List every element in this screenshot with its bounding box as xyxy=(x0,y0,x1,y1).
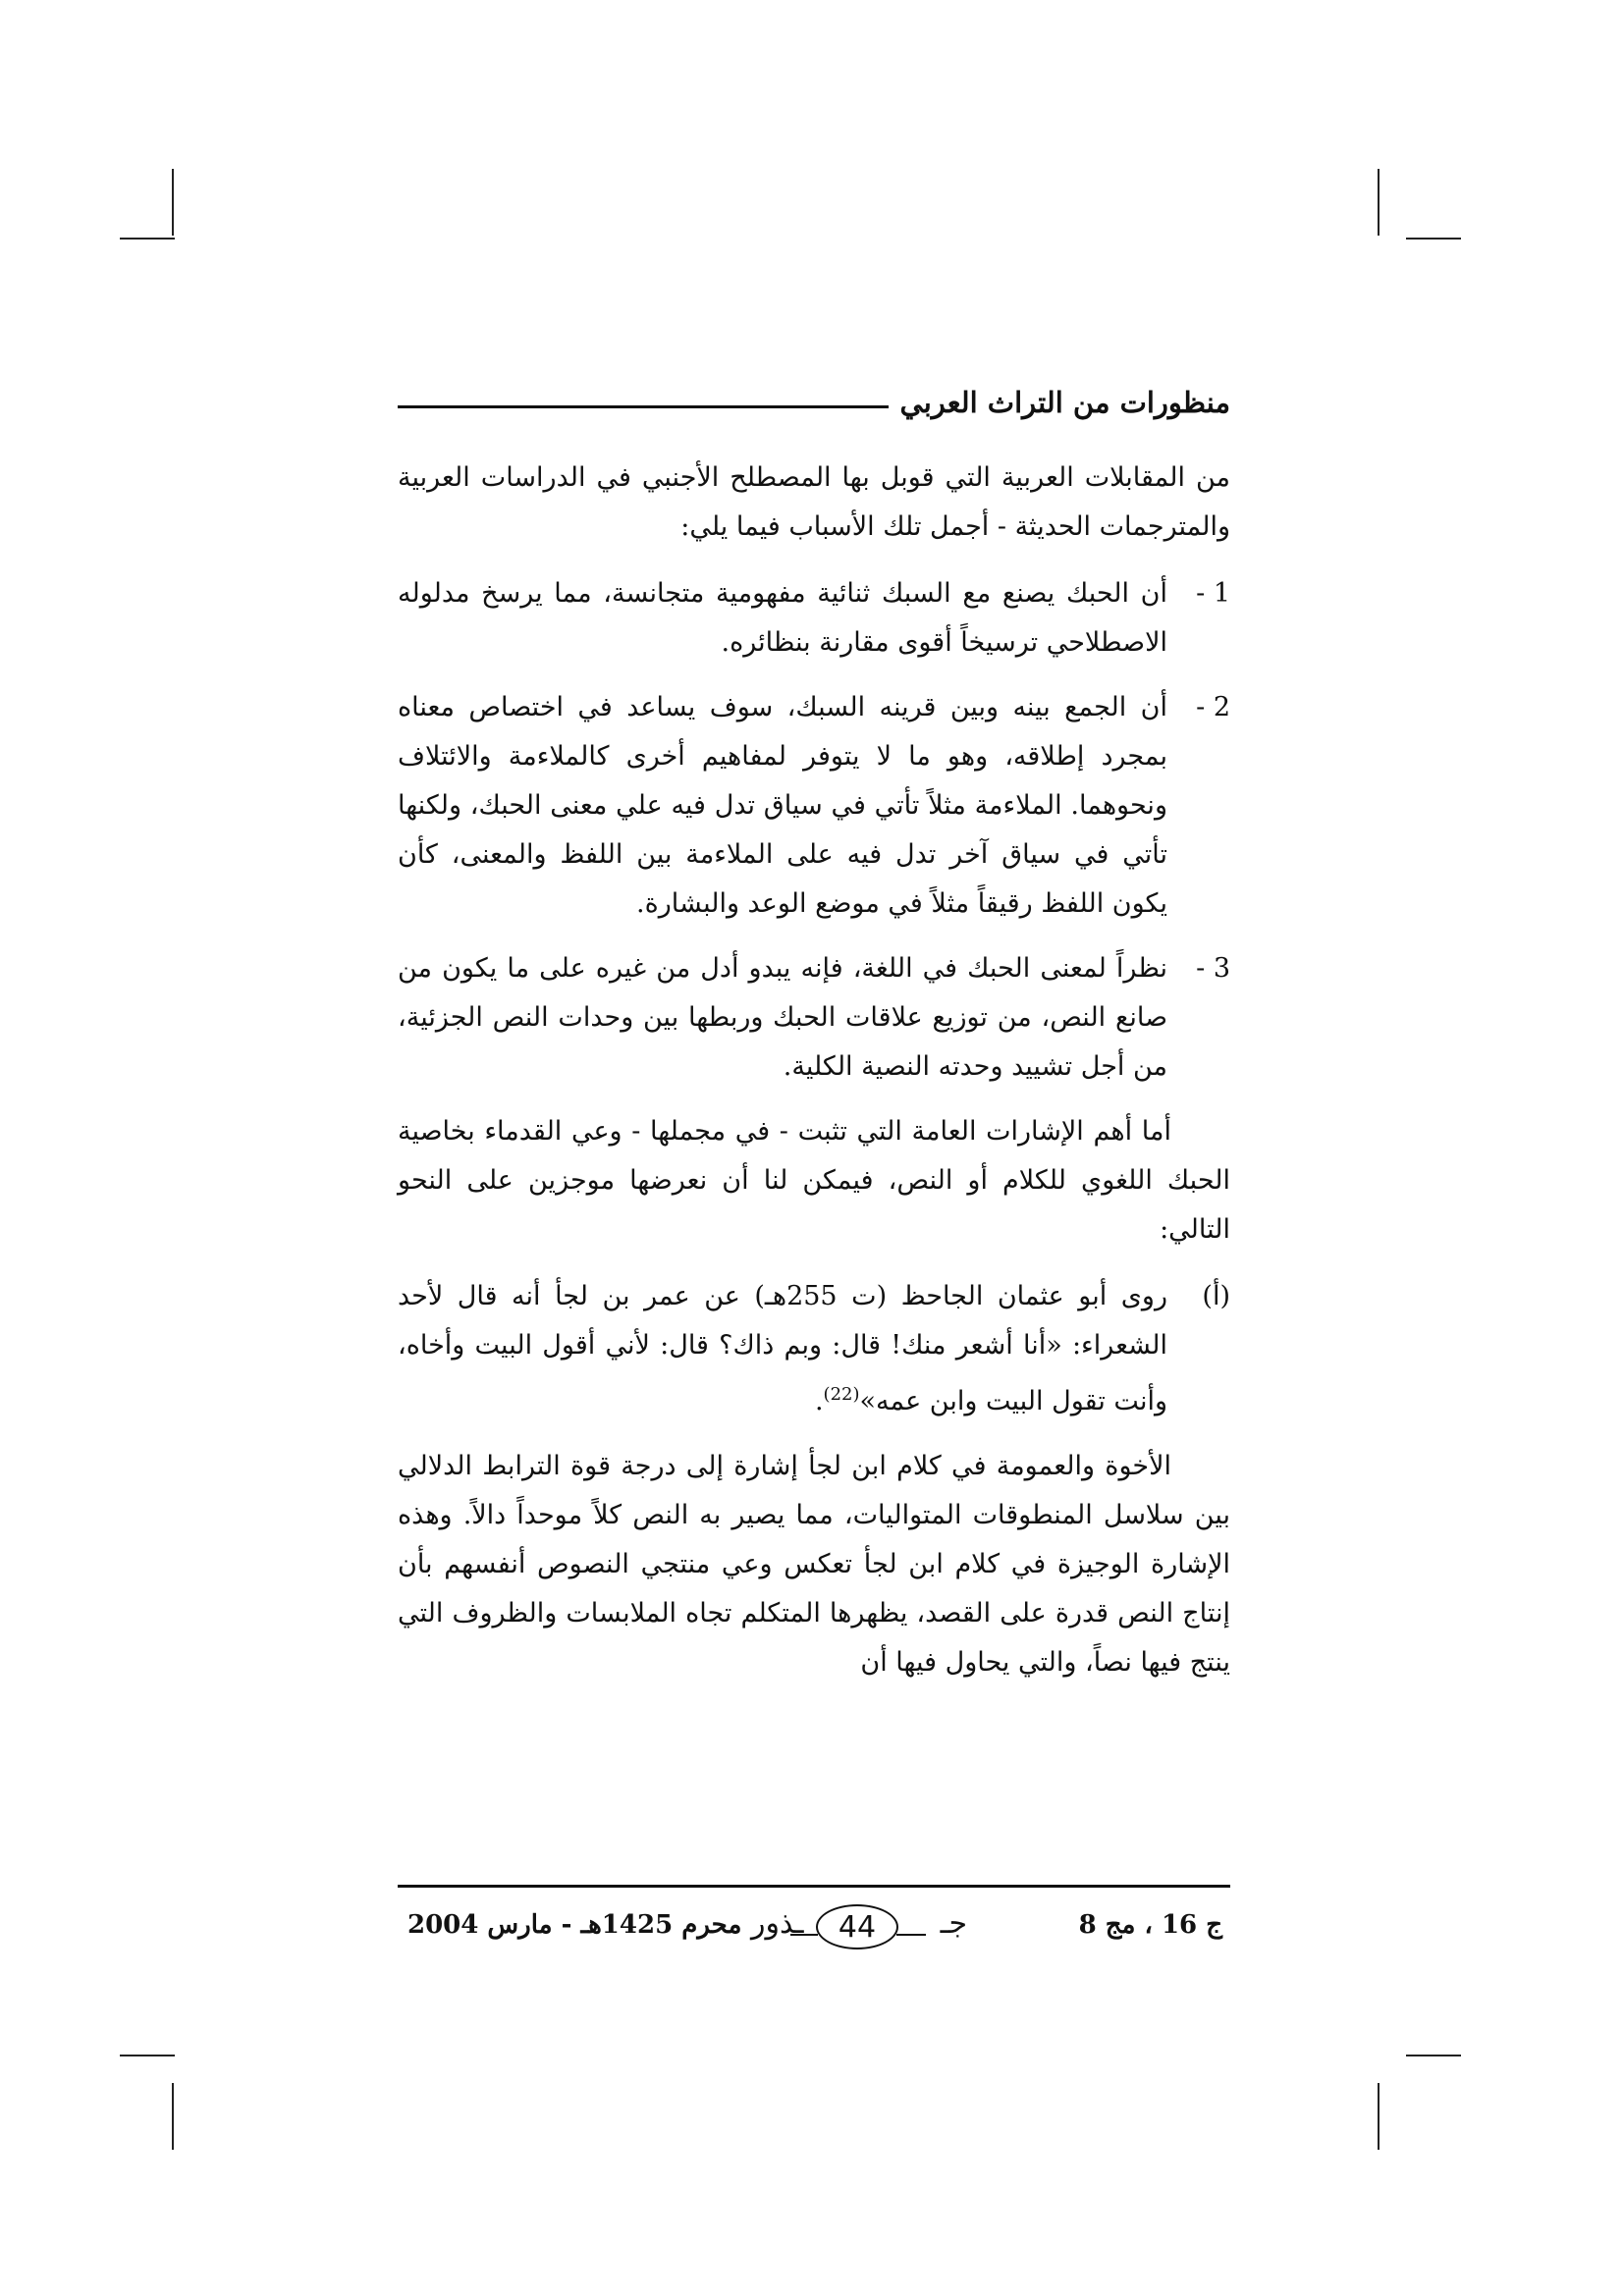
header-rule xyxy=(398,405,889,408)
quote-item-text xyxy=(398,1272,1167,1426)
intro-paragraph: من المقابلات العربية التي قوبل بها المصطلح الأجنبي في الدراسات العربية والمترجمات الحديثة - أجمل تلك الأسباب فيما يلي: xyxy=(398,462,1230,542)
list-item-number: 2 - xyxy=(1196,692,1230,722)
crop-mark xyxy=(1378,2083,1380,2150)
footer-rule xyxy=(398,1885,1230,1888)
list-item-number: 1 - xyxy=(1196,578,1230,609)
quote-item xyxy=(398,1272,1230,1426)
list-item-text: أن الجمع بينه وبين قرينه السبك، سوف يساعد في اختصاص معناه بمجرد إطلاقه، وهو ما لا يتوفر لمفاهيم أخرى كالملاءمة والائتلاف ونحوهما. الملاءمة مثلاً تأتي في سياق تدل فيه علي معنى الحبك، ولكنها تأتي في سياق آخر تدل فيه على الملاءمة بين اللفظ والمعنى، كأن يكون اللفظ رقيقاً مثلاً في موضع الوعد والبشارة. xyxy=(398,692,1167,919)
running-header xyxy=(398,381,1230,424)
list-item xyxy=(398,569,1230,667)
crop-mark xyxy=(120,2055,175,2056)
logo-line xyxy=(896,1934,926,1936)
page-number: 44 xyxy=(816,1904,898,1949)
logo-word-right: جـ xyxy=(940,1906,967,1941)
page-footer xyxy=(398,1900,1230,1955)
paragraph-signs: أما أهم الإشارات العامة التي تثبت - في مجملها - وعي القدماء بخاصية الحبك اللغوي للكلام أو النص، فيمكن لنا أن نعرضها موجزين على النحو التالي: xyxy=(398,1116,1230,1245)
crop-mark xyxy=(172,2083,174,2150)
crop-mark xyxy=(1378,169,1380,236)
crop-mark xyxy=(172,169,174,236)
list-item-text: نظراً لمعنى الحبك في اللغة، فإنه يبدو أدل من غيره على ما يكون من صانع النص، من توزيع علاقات الحبك وربطها بين وحدات النص الجزئية، من أجل تشييد وحدته النصية الكلية. xyxy=(398,953,1167,1082)
article-body xyxy=(398,454,1230,1705)
journal-logo xyxy=(751,1900,967,1955)
document-page xyxy=(398,363,1230,1953)
crop-mark xyxy=(1406,2055,1461,2056)
logo-word-left: ـذور xyxy=(751,1906,804,1941)
quote-text: روى أبو عثمان الجاحظ (ت 255هـ) عن عمر بن لجأ أنه قال لأحد الشعراء: «أنا أشعر منك! قال: وبم ذاك؟ قال: لأني أقول البيت وأخاه، وأنت تقول البيت وابن عمه» xyxy=(398,1281,1167,1416)
paragraph-brotherhood: الأخوة والعمومة في كلام ابن لجأ إشارة إلى درجة قوة الترابط الدلالي بين سلاسل المنطوقات المتواليات، مما يصير به النص كلاً موحداً دالاً. وهذه الإشارة الوجيزة في كلام ابن لجأ تعكس وعي منتجي النصوص أنفسهم بأن إنتاج النص قدرة على القصد، يظهرها المتكلم تجاه الملابسات والظروف التي ينتج فيها نصاً، والتي يحاول فيها أن xyxy=(398,1451,1230,1678)
issue-date: محرم 1425هـ - مارس 2004 xyxy=(407,1910,742,1940)
quote-item-label: (أ) xyxy=(1202,1281,1230,1311)
list-item xyxy=(398,944,1230,1092)
footnote-ref[interactable]: (22) xyxy=(823,1384,860,1405)
quote-end: . xyxy=(814,1386,824,1416)
issue-info: ج 16 ، مج 8 xyxy=(1078,1910,1222,1940)
list-item-number: 3 - xyxy=(1196,953,1230,984)
list-item xyxy=(398,683,1230,929)
list-item-text: أن الحبك يصنع مع السبك ثنائية مفهومية متجانسة، مما يرسخ مدلوله الاصطلاحي ترسيخاً أقوى مقارنة بنظائره. xyxy=(398,578,1167,658)
crop-mark xyxy=(120,238,175,240)
header-title: منظورات من التراث العربي xyxy=(899,386,1230,419)
crop-mark xyxy=(1406,238,1461,240)
